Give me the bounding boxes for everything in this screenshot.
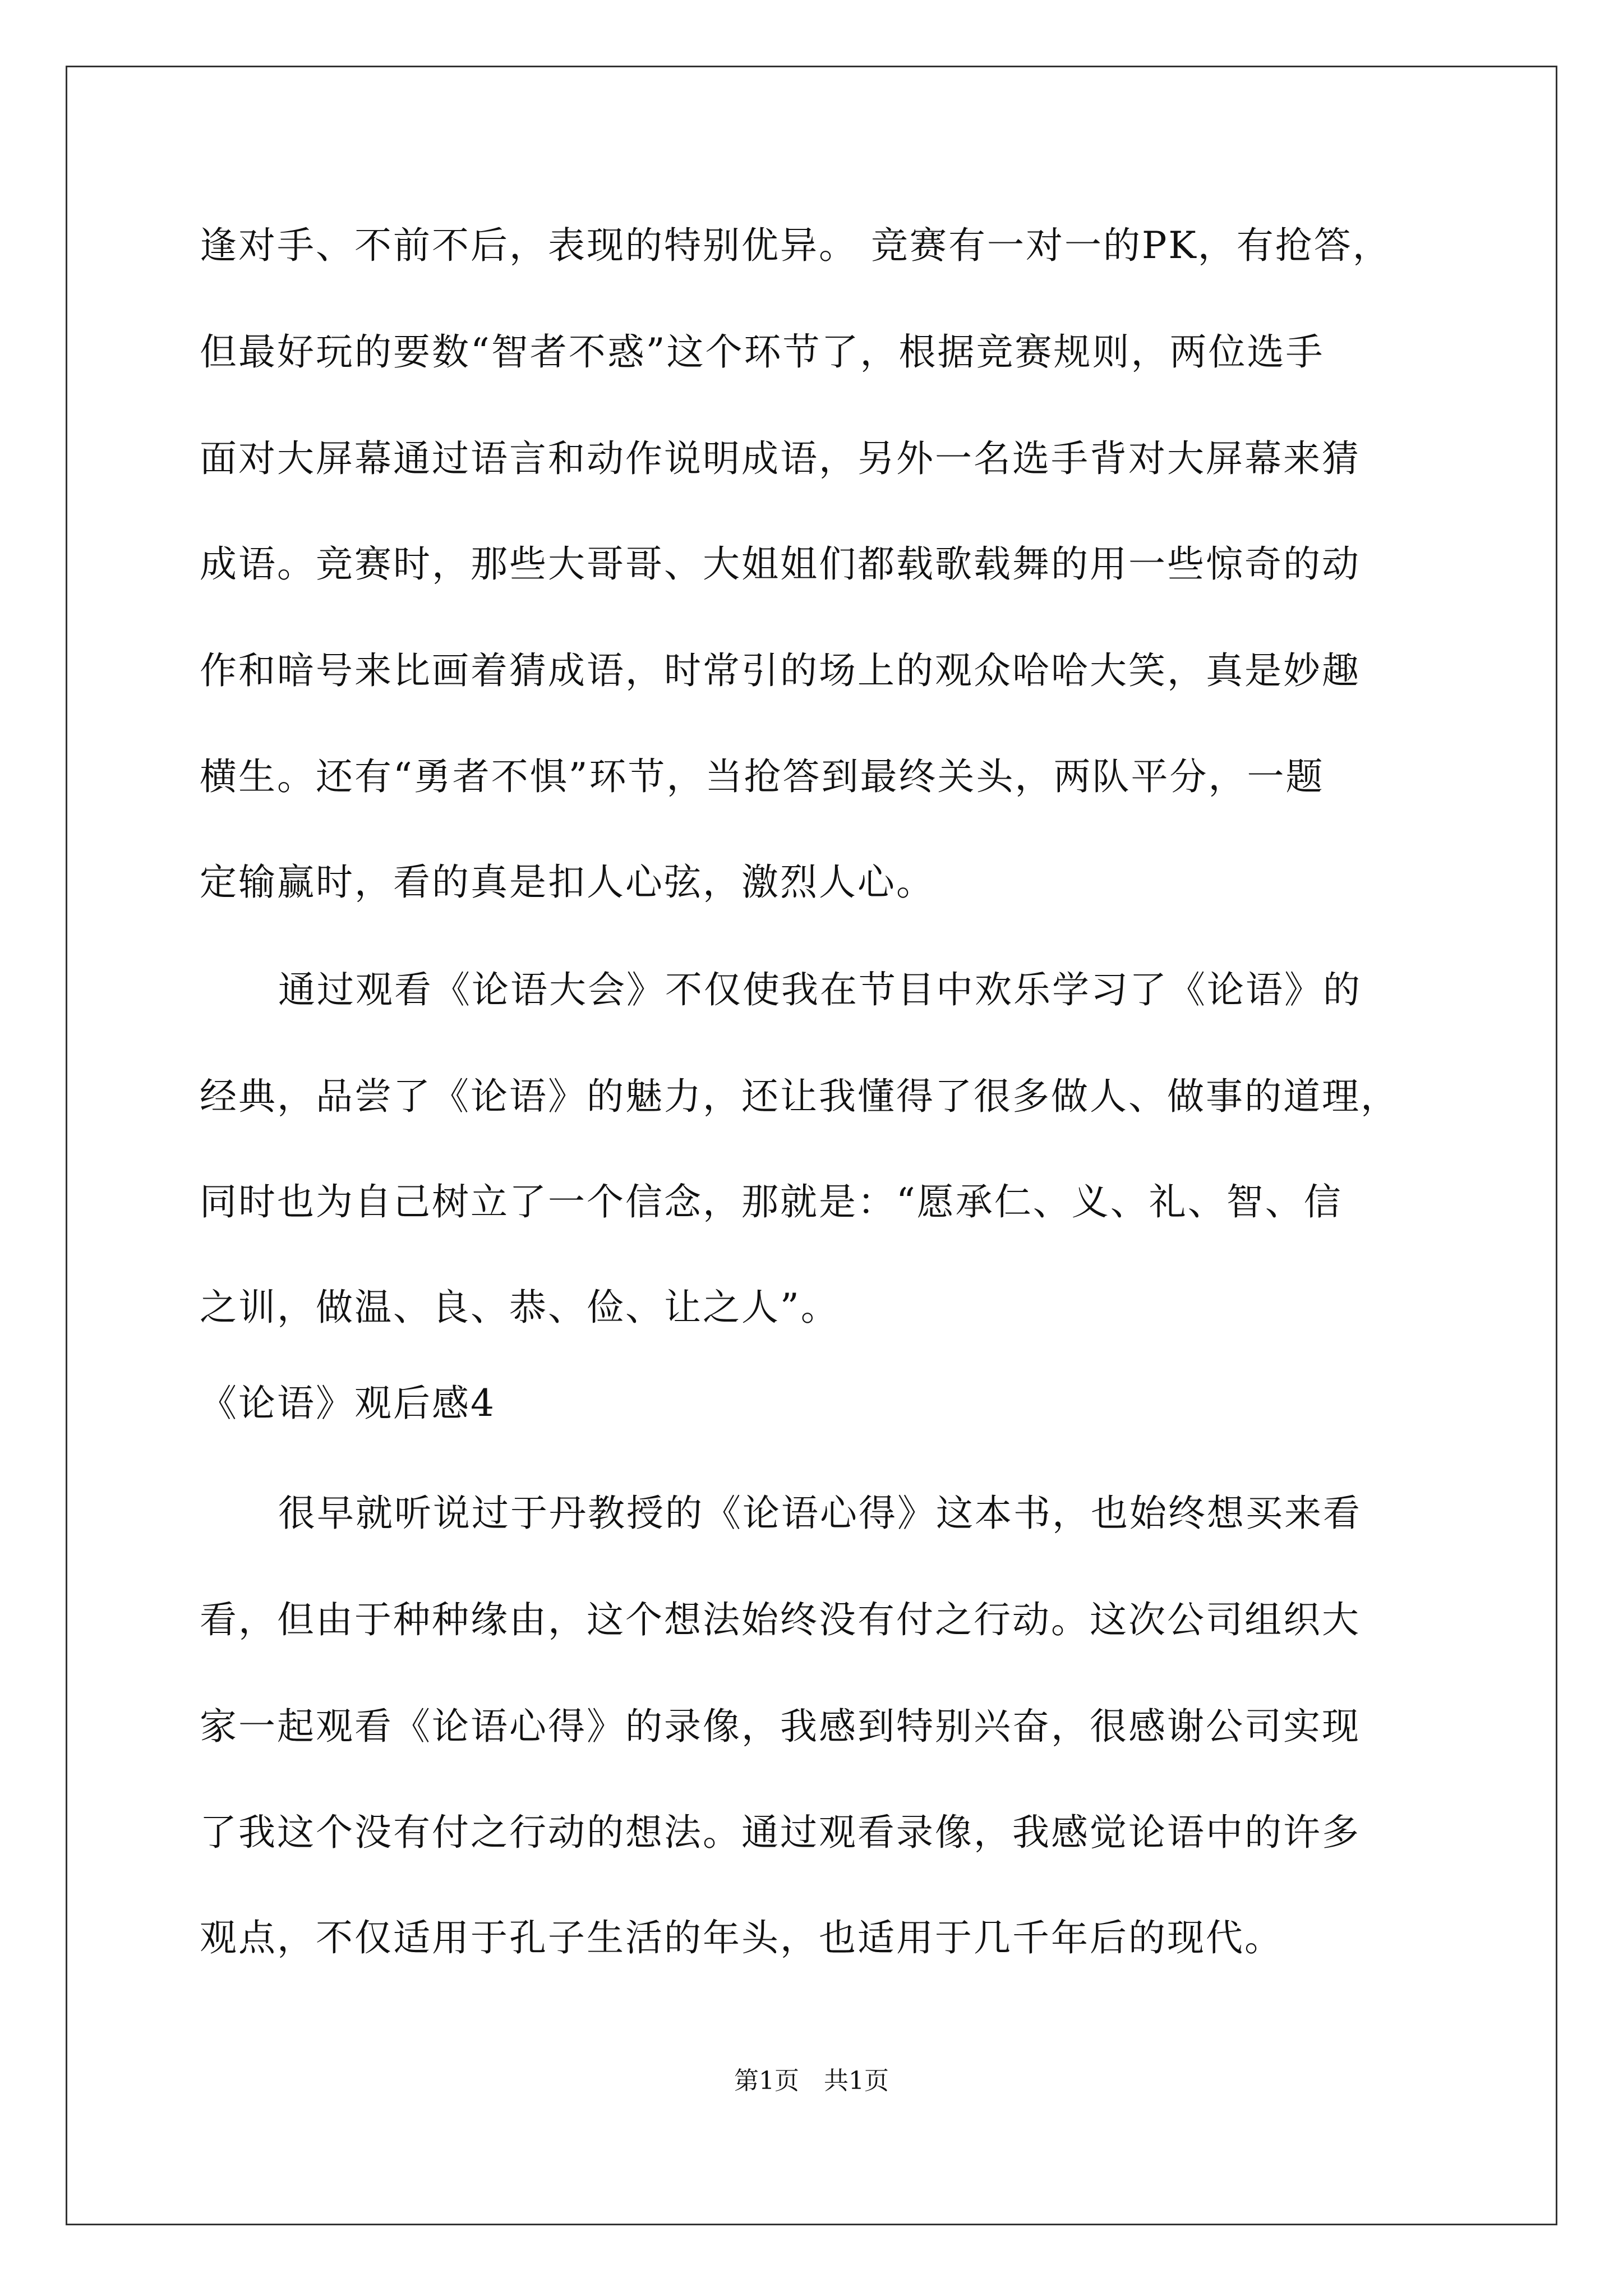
body-line: 成语。竞赛时，那些大哥哥、大姐姐们都载歌载舞的用一些惊奇的动	[200, 542, 1361, 586]
body-line: 了我这个没有付之行动的想法。通过观看录像，我感觉论语中的许多	[200, 1811, 1361, 1854]
body-line: 同时也为自己树立了一个信念，那就是：“愿承仁、义、礼、智、信	[200, 1180, 1343, 1223]
body-line: 经典，品尝了《论语》的魅力，还让我懂得了很多做人、做事的道理，	[200, 1075, 1399, 1118]
page-border	[66, 66, 1557, 2225]
body-line: 看，但由于种种缘由，这个想法始终没有付之行动。这次公司组织大	[200, 1598, 1361, 1641]
body-line: 面对大屏幕通过语言和动作说明成语，另外一名选手背对大屏幕来猜	[200, 437, 1361, 480]
page-footer: 第1页 共1页	[734, 2067, 889, 2095]
body-line: 通过观看《论语大会》不仅使我在节目中欢乐学习了《论语》的	[278, 968, 1362, 1011]
body-line: 定输赢时，看的真是扣人心弦，激烈人心。	[200, 861, 935, 904]
body-line: 家一起观看《论语心得》的录像，我感到特别兴奋，很感谢公司实现	[200, 1705, 1361, 1748]
body-line: 观点，不仅适用于孔子生活的年头，也适用于几千年后的现代。	[200, 1916, 1283, 1959]
body-line: 但最好玩的要数“智者不惑”这个环节了，根据竞赛规则，两位选手	[200, 330, 1325, 374]
body-line: 逢对手、不前不后，表现的特别优异。 竞赛有一对一的PK，有抢答，	[200, 224, 1391, 267]
section-heading: 《论语》观后感4	[200, 1382, 496, 1425]
body-line: 很早就听说过于丹教授的《论语心得》这本书，也始终想买来看	[278, 1492, 1362, 1535]
body-line: 之训，做温、良、恭、俭、让之人”。	[200, 1286, 840, 1329]
body-line: 横生。还有“勇者不惧”环节，当抢答到最终关头，两队平分，一题	[200, 755, 1325, 798]
body-line: 作和暗号来比画着猜成语，时常引的场上的观众哈哈大笑，真是妙趣	[200, 649, 1361, 692]
